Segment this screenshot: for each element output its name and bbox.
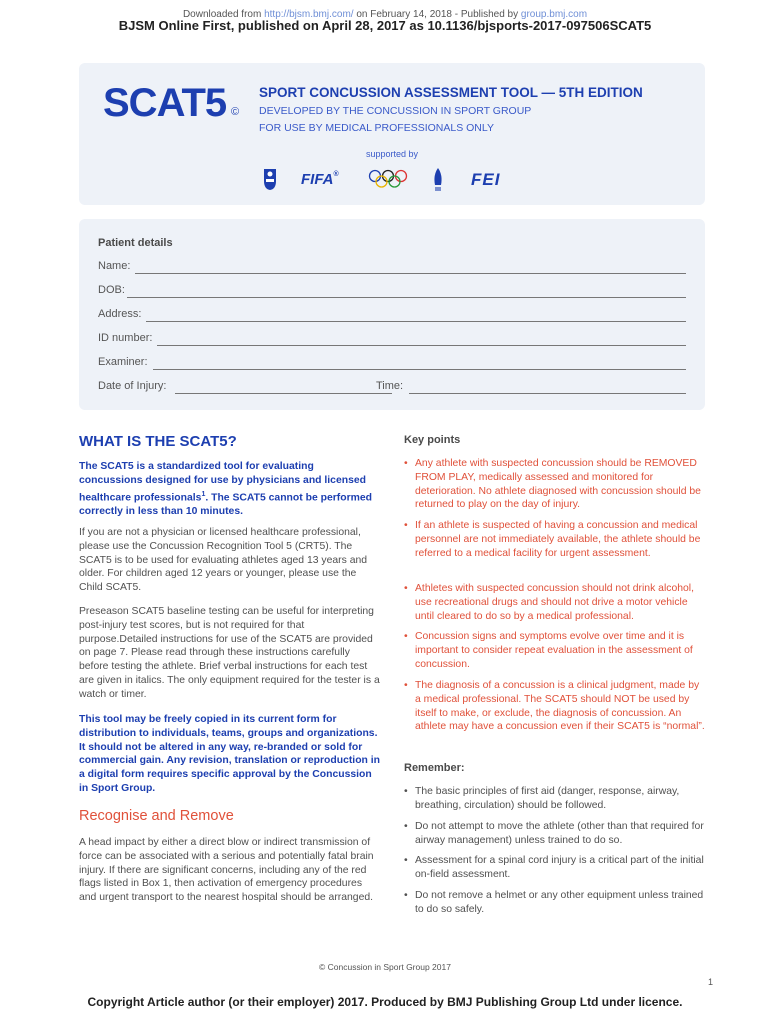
name-line[interactable] bbox=[135, 273, 686, 274]
page-number: 1 bbox=[708, 977, 714, 987]
world-rugby-icon bbox=[431, 167, 445, 193]
bmj-licence-line: Copyright Article author (or their employer) 2017. Produced by BMJ Publishing Group Ltd under licence. bbox=[87, 995, 683, 1009]
time-line[interactable] bbox=[409, 393, 686, 394]
copy-permission-paragraph: This tool may be freely copied in its current form for distribution to individuals, teams, groups and organizations. It should not be altered in any way, re-branded or sold for commercial gain. Any revision, translation or reproduction in a digital form requires specific approval by the Concussion in Sport Group. bbox=[79, 714, 381, 794]
download-middle: on February 14, 2018 - Published by bbox=[356, 9, 519, 20]
key-point-text: If an athlete is suspected of having a concussion and medical personnel are not immediately available, the athlete should be referred to a medical facility for urgent assessment. bbox=[415, 520, 701, 559]
key-point-text: The diagnosis of a concussion is a clinical judgment, made by a medical professional. The SCAT5 should NOT be used by itself to make, or exclude, the diagnosis of concussion. An athlete may have a concussion even if their SCAT5 is “normal”. bbox=[415, 680, 705, 733]
date-of-injury-line[interactable] bbox=[175, 393, 392, 394]
baseline-paragraph: Preseason SCAT5 baseline testing can be useful for interpreting post-injury test scores, but is not required for that purpose.Detailed instructions for use of the SCAT5 are provided on page 7. Please read through these instructions carefully before testing the athlete. Brief verbal instructions for each test are given in italics. The only equipment required for the tester is a watch or timer. bbox=[79, 606, 380, 700]
address-label: Address: bbox=[98, 308, 142, 320]
bullet-dot: • bbox=[404, 821, 408, 832]
bullet-dot: • bbox=[404, 520, 408, 531]
what-is-scat5-heading: WHAT IS THE SCAT5? bbox=[79, 433, 237, 450]
bullet-dot: • bbox=[404, 855, 408, 866]
remember-text: Assessment for a spinal cord injury is a critical part of the initial on-field assessment. bbox=[415, 855, 704, 880]
time-field[interactable] bbox=[376, 380, 686, 394]
examiner-label: Examiner: bbox=[98, 356, 148, 368]
sponsor-logos bbox=[259, 167, 539, 195]
tool-subtitle-developer: DEVELOPED BY THE CONCUSSION IN SPORT GROUP bbox=[259, 105, 532, 117]
recognise-paragraph: A head impact by either a direct blow or indirect transmission of force can be associated with a serious and potentially fatal brain injury. If there are significant concerns, including any of the red flags listed in Box 1, then activation of emergency procedures and urgent transport to the nearest hospital should be arranged. bbox=[79, 837, 374, 904]
remember-text: Do not attempt to move the athlete (other than that required for airway management) unless trained to do so. bbox=[415, 821, 704, 846]
remember-text: Do not remove a helmet or any other equipment unless trained to do so safely. bbox=[415, 890, 704, 915]
recognise-remove-heading: Recognise and Remove bbox=[79, 808, 234, 824]
key-point-item bbox=[404, 630, 705, 671]
fifa-logo-mark: ® bbox=[333, 171, 339, 178]
what-intro-text-b: . The SCAT5 cannot be performed correctly in less than 10 minutes. bbox=[79, 492, 372, 517]
key-point-item bbox=[404, 582, 705, 623]
header-panel bbox=[79, 63, 705, 205]
copyright-mark: © bbox=[231, 106, 240, 118]
key-points-heading: Key points bbox=[404, 434, 461, 446]
bullet-dot: • bbox=[404, 890, 408, 901]
scat5-logo: SCAT5 bbox=[103, 81, 227, 125]
remember-heading: Remember: bbox=[404, 762, 465, 774]
key-point-item bbox=[404, 457, 705, 512]
key-point-text: Athletes with suspected concussion should not drink alcohol, use recreational drugs and should not drive a motor vehicle until cleared to do so by a medical professional. bbox=[415, 583, 694, 622]
remember-item bbox=[404, 820, 705, 848]
key-point-text: Any athlete with suspected concussion should be REMOVED FROM PLAY, medically assessed and monitored for deterioration. No athlete diagnosed with concussion should be returned to play on the day of injury. bbox=[415, 458, 701, 511]
remember-item bbox=[404, 889, 705, 917]
fifa-logo-text: FIFA bbox=[301, 171, 334, 188]
tool-title: SPORT CONCUSSION ASSESSMENT TOOL — 5TH EDITION bbox=[259, 85, 643, 100]
remember-item bbox=[404, 785, 705, 813]
date-of-injury-label: Date of Injury: bbox=[98, 380, 167, 392]
id-number-label: ID number: bbox=[98, 332, 153, 344]
bullet-dot: • bbox=[404, 786, 408, 797]
ice-hockey-federation-icon bbox=[263, 167, 277, 191]
fei-logo: FEI bbox=[471, 170, 501, 189]
patient-details-title: Patient details bbox=[98, 237, 173, 249]
dob-field[interactable] bbox=[98, 284, 686, 298]
key-point-text: Concussion signs and symptoms evolve over time and it is important to consider repeat evaluation in the assessment of concussion. bbox=[415, 631, 693, 670]
remember-text: The basic principles of first aid (danger, response, airway, breathing, circulation) should be followed. bbox=[415, 786, 680, 811]
supported-by-label: supported by bbox=[365, 149, 419, 159]
download-prefix: Downloaded from bbox=[182, 9, 262, 20]
bullet-dot: • bbox=[404, 458, 408, 469]
time-label: Time: bbox=[376, 380, 404, 392]
what-intro-text-a: The SCAT5 is a standardized tool for evaluating concussions designed for use by physicians and licensed healthcare professionals bbox=[79, 461, 366, 504]
key-point-item bbox=[404, 519, 705, 560]
name-label: Name: bbox=[98, 260, 131, 272]
journal-line: BJSM Online First, published on April 28, 2017 as 10.1136/bjsports-2017-097506SCAT5 bbox=[118, 18, 652, 33]
what-intro-paragraph bbox=[79, 460, 380, 519]
examiner-line[interactable] bbox=[153, 369, 686, 370]
fifa-logo bbox=[301, 171, 339, 188]
address-line[interactable] bbox=[146, 321, 686, 322]
id-number-field[interactable] bbox=[98, 332, 686, 346]
tool-subtitle-audience: FOR USE BY MEDICAL PROFESSIONALS ONLY bbox=[259, 122, 494, 134]
cisg-copyright: © Concussion in Sport Group 2017 bbox=[319, 962, 451, 972]
group-bmj-link[interactable]: group.bmj.com bbox=[520, 9, 588, 20]
what-intro-footnote: 1 bbox=[201, 490, 206, 498]
dob-label: DOB: bbox=[98, 284, 125, 296]
examiner-field[interactable] bbox=[98, 356, 686, 370]
key-point-item bbox=[404, 679, 705, 734]
bjsm-link[interactable]: http://bjsm.bmj.com/ bbox=[264, 9, 354, 20]
patient-details-panel bbox=[79, 219, 705, 410]
name-field[interactable] bbox=[98, 260, 686, 274]
remember-item bbox=[404, 854, 705, 882]
address-field[interactable] bbox=[98, 308, 686, 322]
crt5-paragraph: If you are not a physician or licensed healthcare professional, please use the Concussion Recognition Tool 5 (CRT5). The SCAT5 is to be used for evaluating athletes aged 13 years and older. For children aged 12 years or younger, please use the Child SCAT5. bbox=[79, 527, 368, 594]
bullet-dot: • bbox=[404, 583, 408, 594]
date-of-injury-field[interactable] bbox=[98, 380, 392, 394]
bullet-dot: • bbox=[404, 680, 408, 691]
id-number-line[interactable] bbox=[157, 345, 686, 346]
olympic-rings-icon bbox=[367, 169, 409, 189]
bullet-dot: • bbox=[404, 631, 408, 642]
dob-line[interactable] bbox=[127, 297, 686, 298]
